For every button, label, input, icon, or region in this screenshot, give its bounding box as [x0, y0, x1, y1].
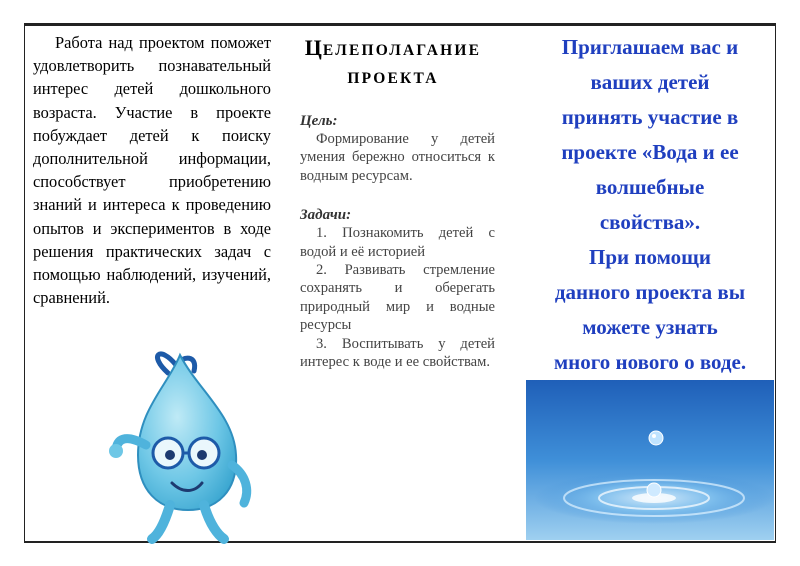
- water-drop-mascot: [98, 325, 268, 555]
- section-title: ЦЕЛЕПОЛАГАНИЕ ПРОЕКТА: [304, 35, 482, 87]
- invite-line: много нового о воде.: [553, 350, 747, 374]
- task-item-1: 1. Познакомить детей с водой и её историей: [300, 225, 495, 260]
- goals-column: [286, 34, 496, 371]
- intro-column: [33, 31, 271, 309]
- intro-paragraph: Работа над проектом поможет удовлетворить познавательный интерес детей дошкольного возраста. Участие в проекте побуждает детей к поиску дополнительной информации, способствует приобретению знаний и интереса к проведению опытов и экспериментов в ходе решения практических задач с помощью наблюдений, изучений, сравнений.: [33, 33, 271, 308]
- goal-label: Цель:: [300, 113, 338, 129]
- invite-line: При помощи: [589, 245, 711, 269]
- invite-line: ваших детей: [590, 70, 710, 94]
- invite-line: проекте «Вода и ее: [561, 140, 739, 164]
- invite-line: Приглашаем вас и: [561, 35, 739, 59]
- goal-text: Формирование у детей умения бережно относиться к водным ресурсам.: [300, 131, 495, 184]
- invite-line: принять участие в: [561, 105, 739, 129]
- task-item-3: 3. Воспитывать у детей интерес к воде и ее свойствам.: [300, 335, 495, 371]
- invite-line: свойства».: [599, 210, 701, 234]
- water-splash-photo: [526, 380, 774, 540]
- invite-line: можете узнать: [582, 315, 718, 339]
- invite-line: волшебные: [595, 175, 705, 199]
- invite-line: данного проекта вы: [554, 280, 746, 304]
- task-item-2: 2. Развивать стремление сохранять и оберегать природный мир и водные ресурсы: [300, 262, 495, 334]
- tasks-label: Задачи:: [300, 207, 352, 224]
- invitation-column: [524, 30, 776, 380]
